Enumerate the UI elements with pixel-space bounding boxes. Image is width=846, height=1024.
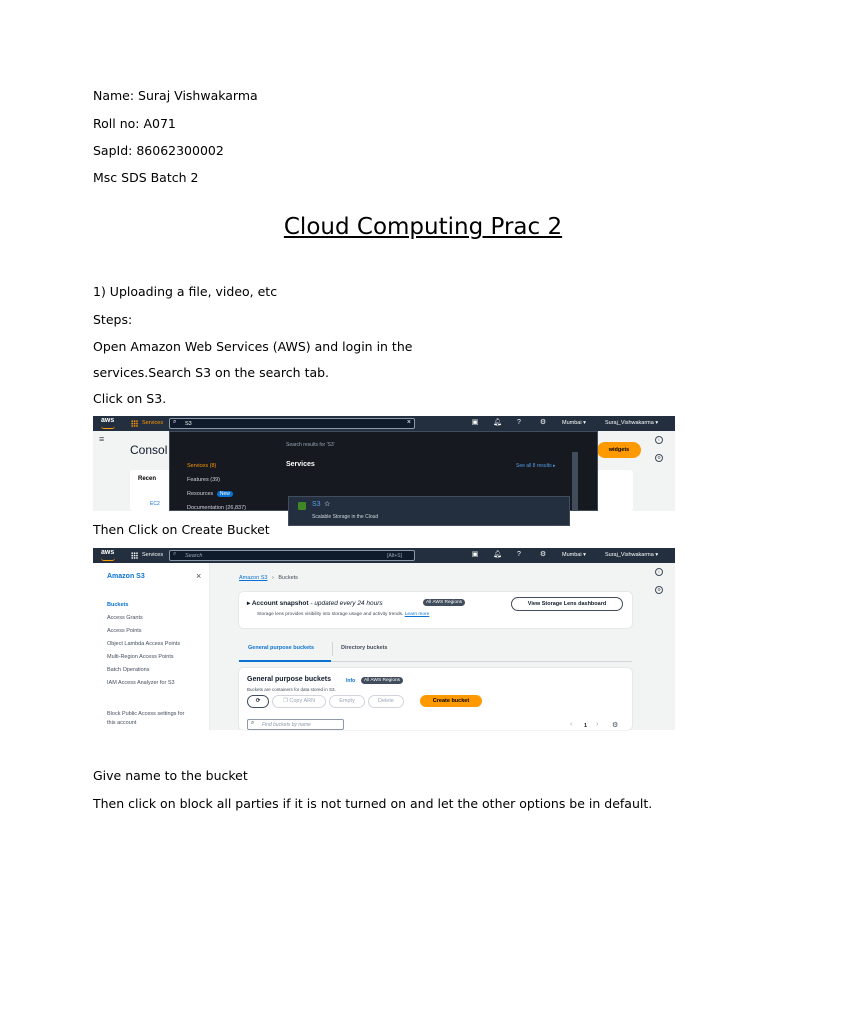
- resources-label: Resources: [187, 491, 214, 497]
- dropdown-item-features[interactable]: Features (39): [187, 477, 221, 483]
- cloudshell-icon[interactable]: ▣: [471, 419, 479, 426]
- aws-logo: aws: [101, 549, 115, 556]
- snapshot-updated: - updated every 24 hours: [310, 600, 383, 607]
- empty-button[interactable]: Empty: [329, 695, 365, 708]
- sidebar-item-access-points[interactable]: Access Points: [107, 628, 142, 634]
- aws-smile-icon: [101, 558, 115, 561]
- help-icon[interactable]: ?: [517, 551, 521, 558]
- sidebar-item-batch-operations[interactable]: Batch Operations: [107, 667, 150, 673]
- student-name: Name: Suraj Vishwakarma: [93, 88, 258, 103]
- gp-description: Buckets are containers for data stored in S3.: [247, 687, 336, 692]
- step-text: Then click on block all parties if it is not turned on and let the other options be in default.: [93, 796, 653, 811]
- new-badge: New: [217, 491, 233, 497]
- s3-sidebar: [93, 563, 210, 730]
- aws-logo: aws: [101, 417, 115, 424]
- step-text: Click on S3.: [93, 391, 167, 406]
- chevron-right-icon: ›: [271, 575, 274, 581]
- help-icon[interactable]: ?: [517, 419, 521, 426]
- sidebar-item-iam-analyzer[interactable]: IAM Access Analyzer for S3: [107, 680, 175, 686]
- sidebar-item-object-lambda[interactable]: Object Lambda Access Points: [107, 641, 181, 647]
- console-heading: Consol: [130, 443, 168, 457]
- view-storage-lens-button[interactable]: View Storage Lens dashboard: [511, 597, 623, 611]
- user-menu[interactable]: Suraj_Vishwakarma ▾: [605, 420, 659, 426]
- services-menu[interactable]: Services: [142, 552, 164, 558]
- services-heading: Services: [286, 461, 315, 468]
- create-bucket-button[interactable]: Create bucket: [420, 695, 482, 707]
- search-icon: ⌕: [173, 419, 177, 425]
- search-placeholder: Search: [185, 552, 203, 559]
- all-regions-badge: All AWS Regions: [423, 599, 465, 606]
- tab-directory[interactable]: Directory buckets: [341, 645, 388, 651]
- services-grid-icon: [131, 552, 138, 559]
- aws-top-nav: [93, 416, 675, 431]
- tab-general-purpose[interactable]: General purpose buckets: [248, 645, 315, 651]
- clear-icon[interactable]: ×: [406, 419, 411, 426]
- snapshot-title: Account snapshot: [251, 600, 309, 607]
- region-selector[interactable]: Mumbai ▾: [562, 552, 586, 558]
- section-heading: 1) Uploading a file, video, etc: [93, 284, 278, 299]
- services-menu[interactable]: Services: [142, 420, 164, 426]
- cloudshell-icon[interactable]: ▣: [471, 551, 479, 558]
- info-icon[interactable]: i: [655, 436, 663, 444]
- steps-label: Steps:: [93, 312, 133, 327]
- chevron-left-icon[interactable]: ‹: [570, 721, 573, 728]
- all-regions-badge: All AWS Regions: [361, 677, 403, 684]
- gear-icon[interactable]: ⚙: [539, 419, 547, 426]
- sidebar-title[interactable]: Amazon S3: [107, 573, 145, 580]
- page-title: Cloud Computing Prac 2: [283, 214, 563, 240]
- step-text: Give name to the bucket: [93, 768, 248, 783]
- s3-service-icon: [298, 502, 306, 510]
- recent-panel: [130, 470, 170, 511]
- s3-description: Scalable Storage in the Cloud: [312, 514, 379, 520]
- star-icon[interactable]: ☆: [324, 501, 331, 508]
- tab-divider: [332, 642, 333, 656]
- sidebar-item-block-public-access-2[interactable]: this account: [107, 720, 137, 726]
- ec2-link[interactable]: EC2: [150, 501, 160, 507]
- aws-s3-buckets-screenshot: [93, 548, 675, 730]
- copy-arn-button[interactable]: ❐ Copy ARN: [272, 695, 326, 708]
- sidebar-item-buckets[interactable]: Buckets: [107, 602, 129, 608]
- recent-label: Recen: [138, 476, 157, 482]
- page-number[interactable]: 1: [584, 723, 588, 729]
- search-results-label: Search results for 'S3': [286, 442, 335, 448]
- bell-icon[interactable]: 🔔︎: [493, 419, 502, 426]
- bell-icon[interactable]: 🔔︎: [493, 551, 502, 558]
- delete-button[interactable]: Delete: [368, 695, 404, 708]
- s3-result-card[interactable]: [288, 496, 570, 526]
- find-buckets-input[interactable]: [247, 719, 344, 730]
- chevron-right-icon[interactable]: ›: [596, 721, 599, 728]
- add-widgets-button[interactable]: widgets: [597, 442, 641, 458]
- gear-icon[interactable]: ⚙: [539, 551, 547, 558]
- dropdown-item-documentation[interactable]: Documentation (26,837): [187, 505, 247, 511]
- aws-top-nav: [93, 548, 675, 563]
- breadcrumb-current: Buckets: [278, 575, 298, 581]
- dropdown-item-services[interactable]: Services (8): [187, 463, 217, 469]
- sidebar-item-block-public-access[interactable]: Block Public Access settings for: [107, 711, 185, 717]
- step-text: Open Amazon Web Services (AWS) and login in the: [93, 339, 413, 354]
- search-input[interactable]: [169, 550, 415, 561]
- settings-icon[interactable]: ⚙: [655, 454, 663, 462]
- s3-name[interactable]: S3: [312, 501, 321, 508]
- gp-title: General purpose buckets: [247, 676, 332, 683]
- close-icon[interactable]: ×: [196, 571, 202, 581]
- settings-icon[interactable]: ⚙: [655, 586, 663, 594]
- search-icon: ⌕: [173, 551, 177, 557]
- region-selector[interactable]: Mumbai ▾: [562, 420, 586, 426]
- step-text: Then Click on Create Bucket: [93, 522, 270, 537]
- refresh-button[interactable]: ⟳: [247, 695, 269, 708]
- dropdown-scrollbar[interactable]: [572, 452, 578, 510]
- search-dropdown: [169, 431, 598, 520]
- info-link[interactable]: Info: [346, 678, 356, 684]
- search-shortcut: [Alt+S]: [387, 552, 402, 559]
- tab-active-indicator: [239, 660, 331, 662]
- sidebar-item-access-grants[interactable]: Access Grants: [107, 615, 143, 621]
- snapshot-heading[interactable]: ▸ Account snapshot - updated every 24 hours: [247, 600, 383, 607]
- breadcrumb: [239, 575, 298, 581]
- aws-smile-icon: [101, 426, 115, 429]
- search-value: S3: [185, 420, 192, 427]
- info-icon[interactable]: i: [655, 568, 663, 576]
- roll-number: Roll no: A071: [93, 116, 176, 131]
- account-snapshot-panel: [239, 592, 632, 628]
- learn-more-link[interactable]: Learn more: [404, 612, 430, 617]
- sap-id: SapId: 86062300002: [93, 143, 224, 158]
- snapshot-description: Storage lens provides visibility into storage usage and activity trends. Learn more: [257, 612, 430, 617]
- batch: Msc SDS Batch 2: [93, 170, 199, 185]
- widget-panel: [597, 470, 633, 511]
- dropdown-item-resources[interactable]: [187, 491, 233, 497]
- user-menu[interactable]: Suraj_Vishwakarma ▾: [605, 552, 659, 558]
- find-placeholder: Find buckets by name: [262, 722, 311, 728]
- see-all-link[interactable]: See all 8 results ▸: [516, 463, 556, 469]
- sidebar-item-multi-region[interactable]: Multi-Region Access Points: [107, 654, 174, 660]
- step-text: services.Search S3 on the search tab.: [93, 365, 330, 380]
- search-input[interactable]: [169, 418, 415, 429]
- search-icon: ⌕: [251, 720, 255, 726]
- breadcrumb-root[interactable]: Amazon S3: [239, 575, 268, 581]
- settings-icon[interactable]: ⚙: [612, 722, 619, 729]
- general-purpose-buckets-panel: [239, 668, 632, 730]
- bucket-tabs: [239, 637, 632, 662]
- services-grid-icon: [131, 420, 138, 427]
- aws-search-screenshot: [93, 416, 675, 520]
- hamburger-icon[interactable]: ≡: [99, 434, 105, 444]
